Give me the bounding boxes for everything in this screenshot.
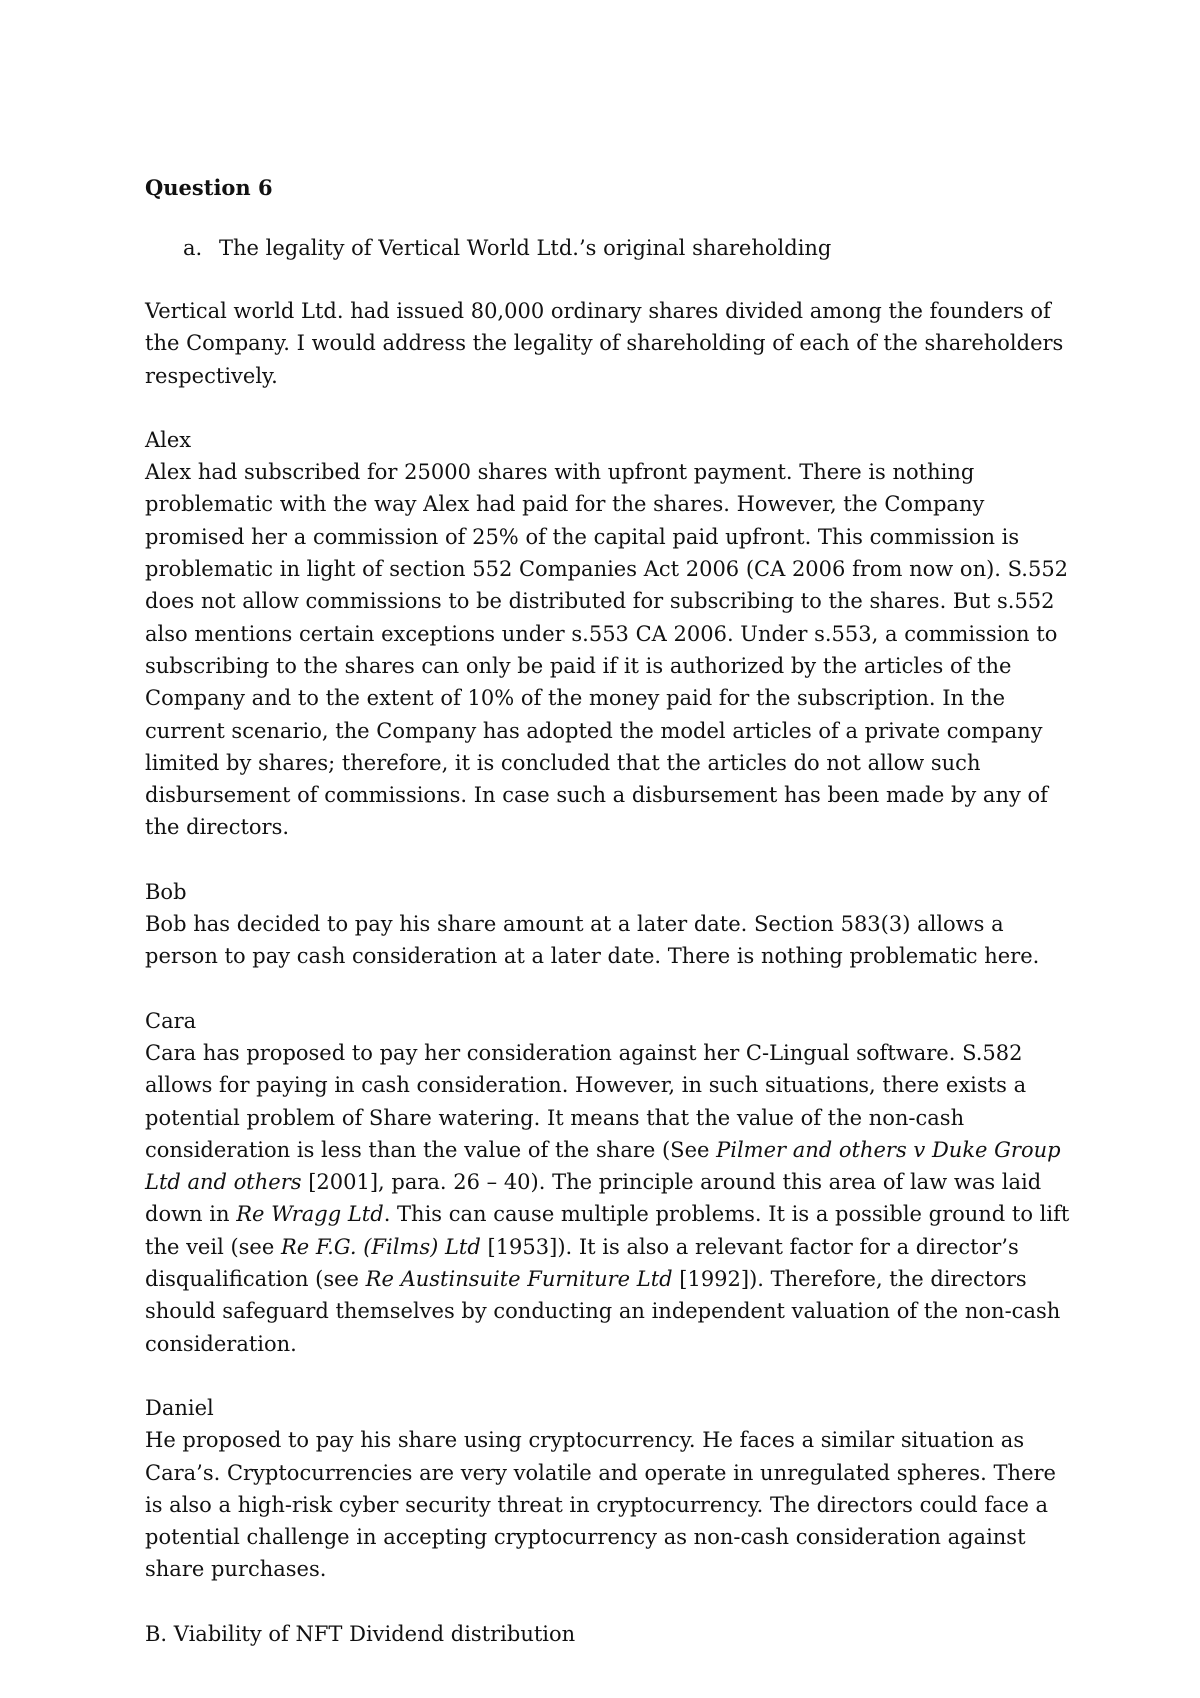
alex-paragraph: Alex had subscribed for 25000 shares with upfront payment. There is nothing problematic with the way Alex had paid for the shares. However, the Company promised her a commission of 25% of the capital paid upfront. This commission is problematic in light of section 552 Companies Act 2006 (CA 2006 from now on). S.552 does not allow commissions to be distributed for subscribing to the shares. But s.552 also mentions certain exceptions under s.553 CA 2006. Under s.553, a commission to subscribing to the shares can only be paid if it is authorized by the articles of the Company and to the extent of 10% of the money paid for the subscription. In the current scenario, the Company has adopted the model articles of a private company limited by shares; therefore, it is concluded that the articles do not allow such disbursement of commissions. In case such a disbursement has been made by any of the directors. [145, 460, 1069, 840]
case-citation-fg-films: Re F.G. (Films) Ltd [280, 1234, 481, 1259]
bob-heading: Bob [145, 879, 187, 904]
bob-section [145, 876, 1075, 973]
intro-paragraph: Vertical world Ltd. had issued 80,000 ordinary shares divided among the founders of the Company. I would address the legality of shareholding of each of the shareholders respectively. [145, 299, 1064, 388]
cara-section [145, 1005, 1075, 1360]
case-citation-pilmer: Pilmer and others v Duke Group Ltd and others [145, 1137, 1061, 1195]
question-title: Question 6 [145, 175, 273, 200]
alex-heading: Alex [145, 427, 192, 452]
part-a-title: The legality of Vertical World Ltd.’s original shareholding [219, 236, 832, 260]
case-citation-wragg: Re Wragg Ltd [236, 1202, 384, 1227]
part-b-heading: B. Viability of NFT Dividend distribution [145, 1621, 576, 1646]
alex-section [145, 424, 1075, 844]
document-content [145, 172, 1075, 1650]
daniel-section [145, 1392, 1075, 1586]
bob-paragraph: Bob has decided to pay his share amount at a later date. Section 583(3) allows a person to pay cash consideration at a later date. There is nothing problematic here. [145, 912, 1040, 969]
daniel-paragraph: He proposed to pay his share using cryptocurrency. He faces a similar situation as Cara’s. Cryptocurrencies are very volatile and operate in unregulated spheres. There is also a high-risk cyber security threat in cryptocurrency. The directors could face a potential challenge in accepting cryptocurrency as non-cash consideration against share purchases. [145, 1428, 1056, 1582]
cara-text-3: . This can cause multiple problems. It is a possible ground to lift the veil (see [145, 1202, 1070, 1259]
part-a-heading [145, 232, 1075, 264]
cara-text-2: [2001], para. 26 – 40). The principle around this area of law was laid down in [145, 1170, 1042, 1227]
cara-text-4: [1953]). It is also a relevant factor for a director’s disqualification (see [145, 1234, 1019, 1292]
cara-text-1: Cara has proposed to pay her consideration against her C-Lingual software. S.582 allows for paying in cash consideration. However, in such situations, there exists a potential problem of Share watering. It means that the value of the non-cash consideration is less than the value of the share (See [145, 1040, 1027, 1162]
cara-heading: Cara [145, 1008, 197, 1033]
daniel-heading: Daniel [145, 1395, 214, 1420]
cara-text-5: [1992]). Therefore, the directors should safeguard themselves by conducting an independent valuation of the non-cash consideration. [145, 1267, 1061, 1356]
part-a-marker: a. [183, 236, 203, 260]
cara-paragraph [145, 1037, 1075, 1360]
case-citation-austinsuite: Re Austinsuite Furniture Ltd [365, 1267, 673, 1292]
